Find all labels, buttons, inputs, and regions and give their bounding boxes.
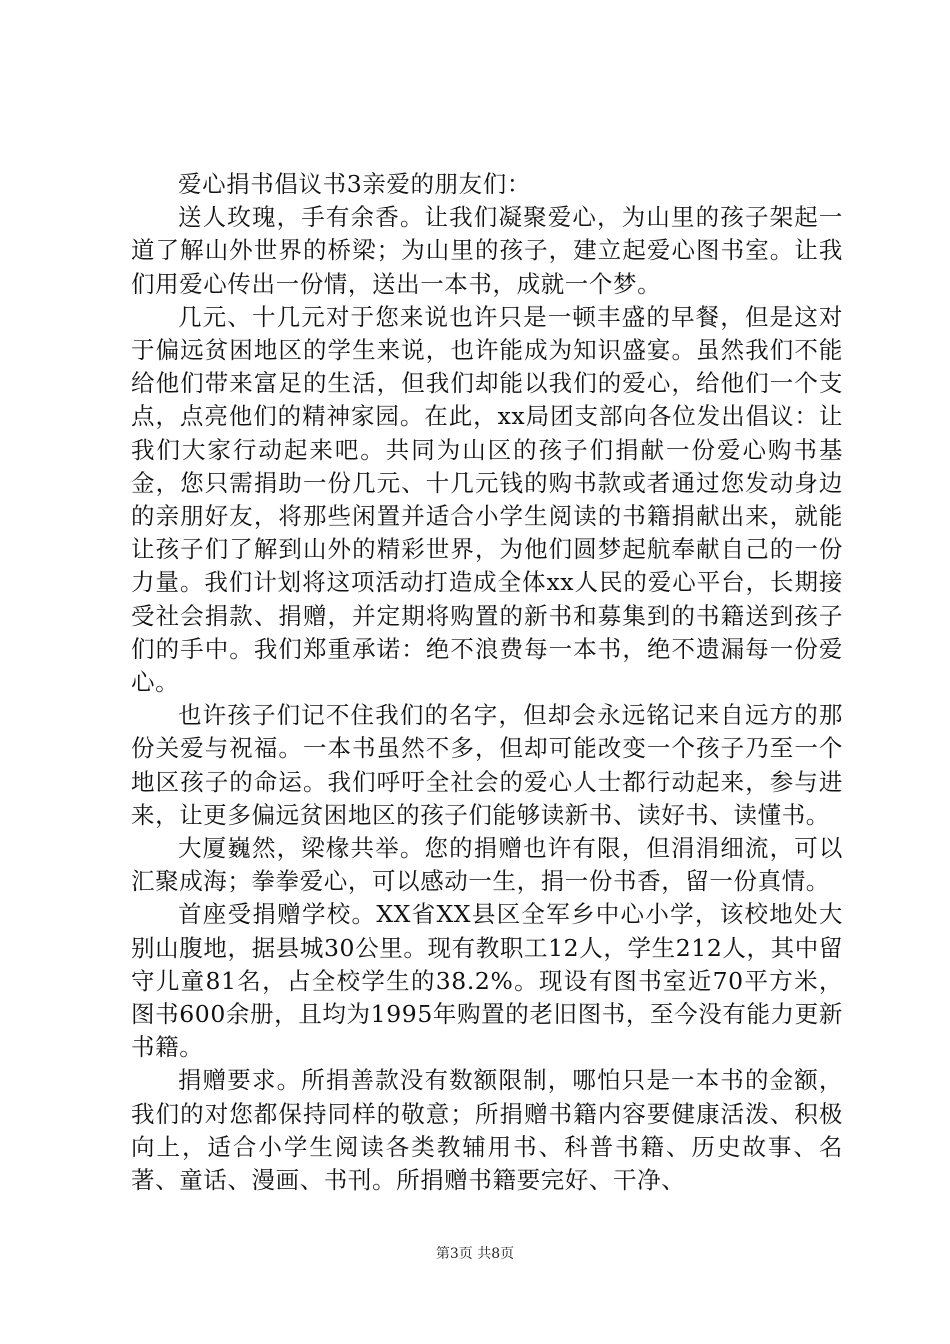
salutation-paragraph: 爱心捐书倡议书3亲爱的朋友们： bbox=[178, 170, 531, 198]
page-number-footer: 第3页 共8页 bbox=[435, 1246, 515, 1262]
intro-paragraph: 送人玫瑰，手有余香。让我们凝聚爱心，为山里的孩子架起一道了解山外世界的桥梁；为山里的孩子，建立起爱心图书室。让我们用爱心传出一份情，送出一本书，成就一个梦。 bbox=[131, 203, 843, 298]
remembrance-paragraph: 也许孩子们记不住我们的名字，但却会永远铭记来自远方的那份关爱与祝福。一本书虽然不多，但却可能改变一个孩子乃至一个地区孩子的命运。我们呼吁全社会的爱心人士都行动起来，参与进来，让更多偏远贫困地区的孩子们能够读新书、读好书、读懂书。 bbox=[131, 701, 843, 829]
school-info-paragraph: 首座受捐赠学校。XX省XX县区全军乡中心小学，该校地处大别山腹地，据县城30公里。现有教职工12人，学生212人，其中留守儿童81名，占全校学生的38.2%。现设有图书室近70平方米，图书600余册，且均为1995年购置的老旧图书，至今没有能力更新书籍。 bbox=[131, 900, 843, 1062]
donation-requirements-paragraph: 捐赠要求。所捐善款没有数额限制，哪怕只是一本书的金额，我们的对您都保持同样的敬意；所捐赠书籍内容要健康活泼、积极向上，适合小学生阅读各类教辅用书、科普书籍、历史故事、名著、童话、漫画、书刊。所捐赠书籍要完好、干净、 bbox=[131, 1066, 843, 1195]
document-body bbox=[131, 168, 843, 1197]
appeal-paragraph: 几元、十几元对于您来说也许只是一顿丰盛的早餐，但是这对于偏远贫困地区的学生来说，也许能成为知识盛宴。虽然我们不能给他们带来富足的生活，但我们却能以我们的爱心，给他们一个支点，点亮他们的精神家园。在此，xx局团支部向各位发出倡议：让我们大家行动起来吧。共同为山区的孩子们捐献一份爱心购书基金，您只需捐助一份几元、十几元钱的购书款或者通过您发动身边的亲朋好友，将那些闲置并适合小学生阅读的书籍捐献出来，就能让孩子们了解到山外的精彩世界，为他们圆梦起航奉献自己的一份力量。我们计划将这项活动打造成全体xx人民的爱心平台，长期接受社会捐款、捐赠，并定期将购置的新书和募集到的书籍送到孩子们的手中。我们郑重承诺：绝不浪费每一本书，绝不遗漏每一份爱心。 bbox=[131, 302, 843, 697]
unity-paragraph: 大厦巍然，梁椽共举。您的捐赠也许有限，但涓涓细流，可以汇聚成海；拳拳爱心，可以感动一生，捐一份书香，留一份真情。 bbox=[131, 834, 843, 896]
